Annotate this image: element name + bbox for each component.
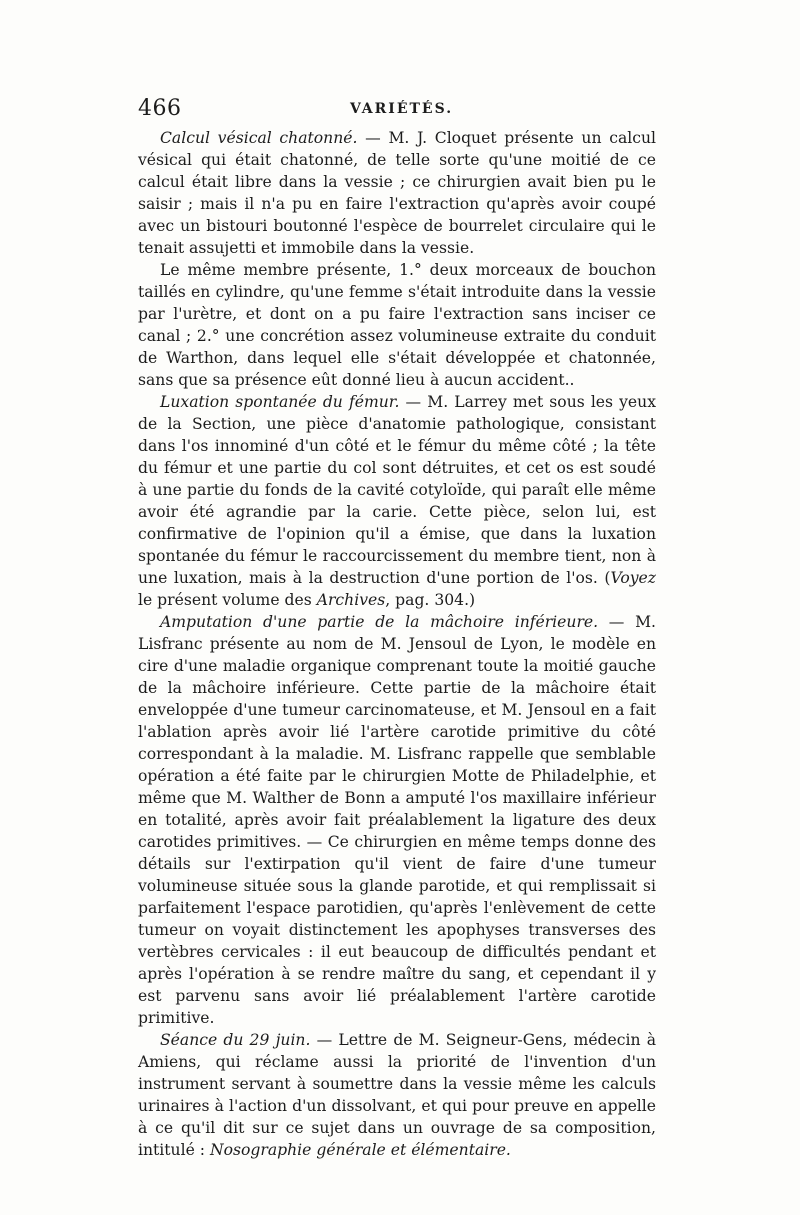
paragraph-bouchon (138, 259, 656, 391)
paragraph-calcul-vesical (138, 127, 656, 259)
paragraph-luxation (138, 391, 656, 611)
paragraph-amputation (138, 611, 656, 1029)
paragraph-text: — M. J. Cloquet présente un calcul vésical qui était chatonné, de telle sorte qu'une moitié de ce calcul était libre dans la vessie ; ce chirurgien avait bien pu le saisir ; mais il n'a pu en faire l'extraction qu'après avoir coupé avec un bistouri boutonné l'espèce de bourrelet circulaire qui le tenait assujetti et immobile dans la vessie. (138, 129, 657, 257)
page-body (138, 127, 656, 1161)
paragraph-seance (138, 1029, 656, 1161)
paragraph-text: le présent volume des (138, 591, 317, 609)
paragraph-text: — M. Larrey met sous les yeux de la Section, une pièce d'anatomie pathologique, consistant dans l'os innominé d'un côté et le fémur du même côté ; la tête du fémur et une partie du col sont détruites, et cet os est soudé à une partie du fonds de la cavité cotyloïde, qui paraît elle même avoir été agrandie par la carie. Cette pièce, selon lui, est confirmative de l'opinion qu'il a émise, que dans la luxation spontanée du fémur le raccourcissement du membre tient, non à une luxation, mais à la destruction d'une portion de l'os. ( (138, 393, 657, 587)
page-header (138, 96, 656, 122)
page-number: 466 (138, 96, 182, 121)
book-title: Nosographie générale et élémentaire. (209, 1141, 511, 1159)
section-title-luxation: Luxation spontanée du fémur. (160, 393, 400, 411)
section-title-calcul-vesical: Calcul vésical chatonné. (160, 129, 358, 147)
archives-ref: Archives (316, 591, 386, 609)
voyez-ref: Voyez (610, 569, 656, 587)
paragraph-text: — M. Lisfranc présente au nom de M. Jensoul de Lyon, le modèle en cire d'une maladie organique comprenant toute la moitié gauche de la mâchoire inférieure. Cette partie de la mâchoire était enveloppée d'une tumeur carcinomateuse, et M. Jensoul en a fait l'ablation après avoir lié l'artère carotide primitive du côté correspondant à la maladie. M. Lisfranc rappelle que semblable opération a été faite par le chirurgien Motte de Philadelphie, et même que M. Walther de Bonn a amputé l'os maxillaire inférieur en totalité, après avoir fait préalablement la ligature des deux carotides primitives. — Ce chirurgien en même temps donne des détails sur l'extirpation qu'il vient de faire d'une tumeur volumineuse située sous la glande parotide, et qui remplissait si parfaitement l'espace parotidien, qu'après l'enlèvement de cette tumeur on voyait distinctement les apophyses transverses des vertèbres cervicales : il eut beaucoup de difficultés pendant et après l'opération à se rendre maître du sang, et cependant il y est parvenu sans avoir lié préalablement l'artère carotide primitive. (138, 613, 657, 1027)
section-title-amputation: Amputation d'une partie de la mâchoire inférieure. (160, 613, 599, 631)
paragraph-text: , pag. 304.) (385, 591, 476, 609)
section-title-seance: Séance du 29 juin. (160, 1031, 311, 1049)
running-head: VARIÉTÉS. (350, 101, 454, 117)
paragraph-text: Le même membre présente, 1.° deux morceaux de bouchon taillés en cylindre, qu'une femme s'était introduite dans la vessie par l'urètre, et dont on a pu faire l'extraction sans inciser ce canal ; 2.° une concrétion assez volumineuse extraite du conduit de Warthon, dans lequel elle s'était développée et chatonnée, sans que sa présence eût donné lieu à aucun accident.. (138, 261, 656, 389)
paragraph-text: — Lettre de M. Seigneur-Gens, médecin à Amiens, qui réclame aussi la priorité de l'invention d'un instrument servant à soumettre dans la vessie même les calculs urinaires à l'action d'un dissolvant, et qui pour preuve en appelle à ce qu'il dit sur ce sujet dans un ouvrage de sa composition, intitulé : (138, 1031, 656, 1159)
